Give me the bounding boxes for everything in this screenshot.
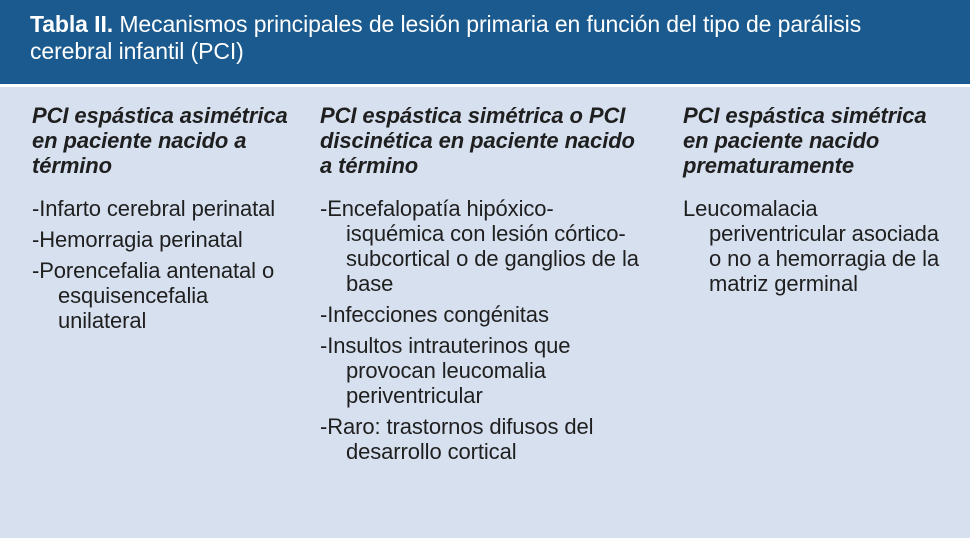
header-divider: [0, 84, 970, 87]
column-asymmetric-term: [32, 103, 302, 339]
column-symmetric-dyskinetic-term: [320, 103, 650, 470]
table-title: Mecanismos principales de lesión primaria en función del tipo de parálisis cerebral infantil (PCI): [30, 11, 862, 64]
list-item: -Encefalopatía hipóxico-isquémica con lesión córtico-subcortical o de ganglios de la base: [320, 196, 639, 296]
column-symmetric-preterm: [683, 103, 953, 302]
table-caption: [0, 0, 970, 84]
list-item: -Insultos intrauterinos que provocan leucomalia periventricular: [320, 333, 571, 408]
column-heading: PCI espástica simétrica o PCI discinética en paciente nacido a término: [320, 103, 635, 178]
list-item: Leucomalacia periventricular asociada o no a hemorragia de la matriz germinal: [683, 196, 940, 296]
item-list: [683, 196, 953, 296]
item-list: [32, 196, 302, 333]
column-heading: PCI espástica asimétrica en paciente nacido a término: [32, 103, 288, 178]
list-item: -Infarto cerebral perinatal: [32, 196, 276, 221]
list-item: -Hemorragia perinatal: [32, 227, 243, 252]
list-item: -Infecciones congénitas: [320, 302, 549, 327]
table-label: Tabla II.: [30, 11, 114, 37]
list-item: -Porencefalia antenatal o esquisencefalia unilateral: [32, 258, 275, 333]
list-item: -Raro: trastornos difusos del desarrollo cortical: [320, 414, 594, 464]
item-list: [320, 196, 650, 464]
column-heading: PCI espástica simétrica en paciente nacido prematuramente: [683, 103, 927, 178]
